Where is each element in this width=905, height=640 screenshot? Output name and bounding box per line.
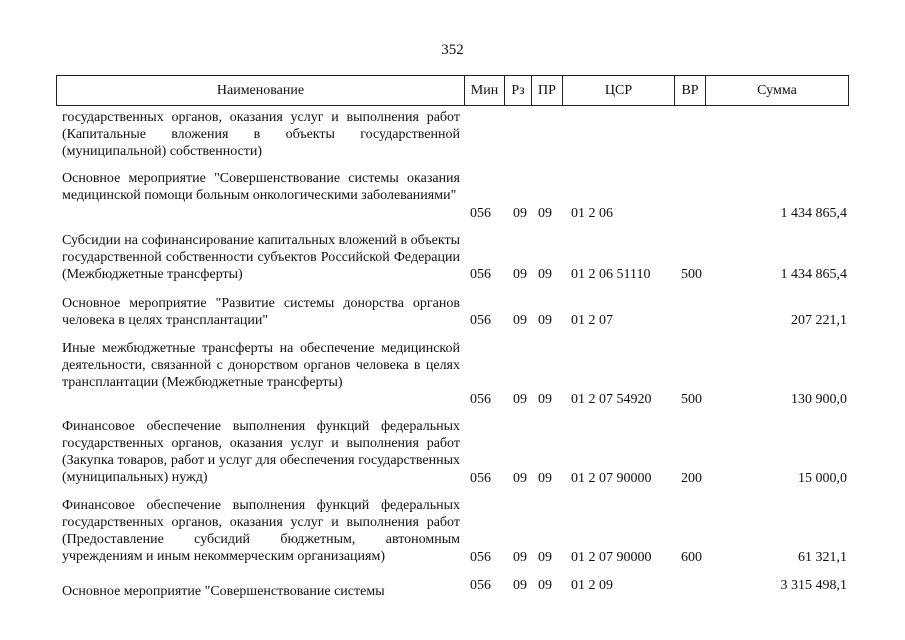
row-pr: 09 bbox=[538, 267, 552, 282]
row-min: 056 bbox=[470, 578, 491, 593]
row-rz: 09 bbox=[513, 578, 527, 593]
row-rz: 09 bbox=[513, 471, 527, 486]
row-csr: 01 2 07 54920 bbox=[571, 392, 652, 407]
row-min: 056 bbox=[470, 550, 491, 565]
row-rz: 09 bbox=[513, 550, 527, 565]
row-rz: 09 bbox=[513, 267, 527, 282]
row-sum: 61 321,1 bbox=[798, 550, 847, 565]
row-rz: 09 bbox=[513, 313, 527, 328]
row-vr: 600 bbox=[681, 550, 702, 565]
row-pr: 09 bbox=[538, 578, 552, 593]
row-sum: 1 434 865,4 bbox=[780, 267, 847, 282]
header-csr: ЦСР bbox=[563, 76, 675, 105]
row-min: 056 bbox=[470, 267, 491, 282]
row-vr: 200 bbox=[681, 471, 702, 486]
row-name: Основное мероприятие "Совершенствование системы оказания медицинской помощи больным онкологическими заболеваниями" bbox=[62, 171, 460, 203]
row-sum: 15 000,0 bbox=[798, 471, 847, 486]
header-pr: ПР bbox=[532, 76, 563, 105]
row-csr: 01 2 06 51110 bbox=[571, 267, 651, 282]
row-name: государственных органов, оказания услуг и выполнения работ (Капитальные вложения в объекты государственной (муниципальной) собственности) bbox=[62, 110, 460, 159]
row-rz: 09 bbox=[513, 206, 527, 221]
row-csr: 01 2 06 bbox=[571, 206, 613, 221]
header-name: Наименование bbox=[57, 76, 465, 105]
row-vr: 500 bbox=[681, 392, 702, 407]
row-min: 056 bbox=[470, 471, 491, 486]
row-min: 056 bbox=[470, 392, 491, 407]
row-name: Финансовое обеспечение выполнения функций федеральных государственных органов, оказания услуг и выполнения работ (Предоставление субсидий бюджетным, автономным учреждениям и иным некоммерческим организациям) bbox=[62, 498, 460, 564]
row-min: 056 bbox=[470, 313, 491, 328]
row-vr: 500 bbox=[681, 267, 702, 282]
row-csr: 01 2 09 bbox=[571, 578, 613, 593]
row-name: Финансовое обеспечение выполнения функций федеральных государственных органов, оказания услуг и выполнения работ (Закупка товаров, работ и услуг для обеспечения государственных (муниципальных) нужд) bbox=[62, 419, 460, 485]
row-name: Субсидии на софинансирование капитальных вложений в объекты государственной собственности субъектов Российской Федерации (Межбюджетные трансферты) bbox=[62, 233, 460, 282]
header-sum: Сумма bbox=[757, 83, 797, 98]
header-min: Мин bbox=[465, 76, 505, 105]
row-sum: 3 315 498,1 bbox=[780, 578, 847, 593]
row-sum: 207 221,1 bbox=[791, 313, 847, 328]
row-csr: 01 2 07 90000 bbox=[571, 550, 652, 565]
row-csr: 01 2 07 bbox=[571, 313, 613, 328]
row-name: Иные межбюджетные трансферты на обеспечение медицинской деятельности, связанной с донорством органов человека в целях трансплантации (Межбюджетные трансферты) bbox=[62, 341, 460, 390]
row-sum: 1 434 865,4 bbox=[780, 206, 847, 221]
row-pr: 09 bbox=[538, 471, 552, 486]
header-vr: ВР bbox=[675, 76, 706, 105]
row-min: 056 bbox=[470, 206, 491, 221]
row-pr: 09 bbox=[538, 392, 552, 407]
row-pr: 09 bbox=[538, 206, 552, 221]
header-rz: Рз bbox=[505, 76, 532, 105]
row-sum: 130 900,0 bbox=[791, 392, 847, 407]
row-pr: 09 bbox=[538, 550, 552, 565]
row-csr: 01 2 07 90000 bbox=[571, 471, 652, 486]
row-pr: 09 bbox=[538, 313, 552, 328]
row-name: Основное мероприятие "Развитие системы донорства органов человека в целях трансплантации" bbox=[62, 296, 460, 328]
row-name: Основное мероприятие "Совершенствование системы bbox=[62, 584, 385, 599]
page-number: 352 bbox=[441, 42, 464, 58]
row-rz: 09 bbox=[513, 392, 527, 407]
